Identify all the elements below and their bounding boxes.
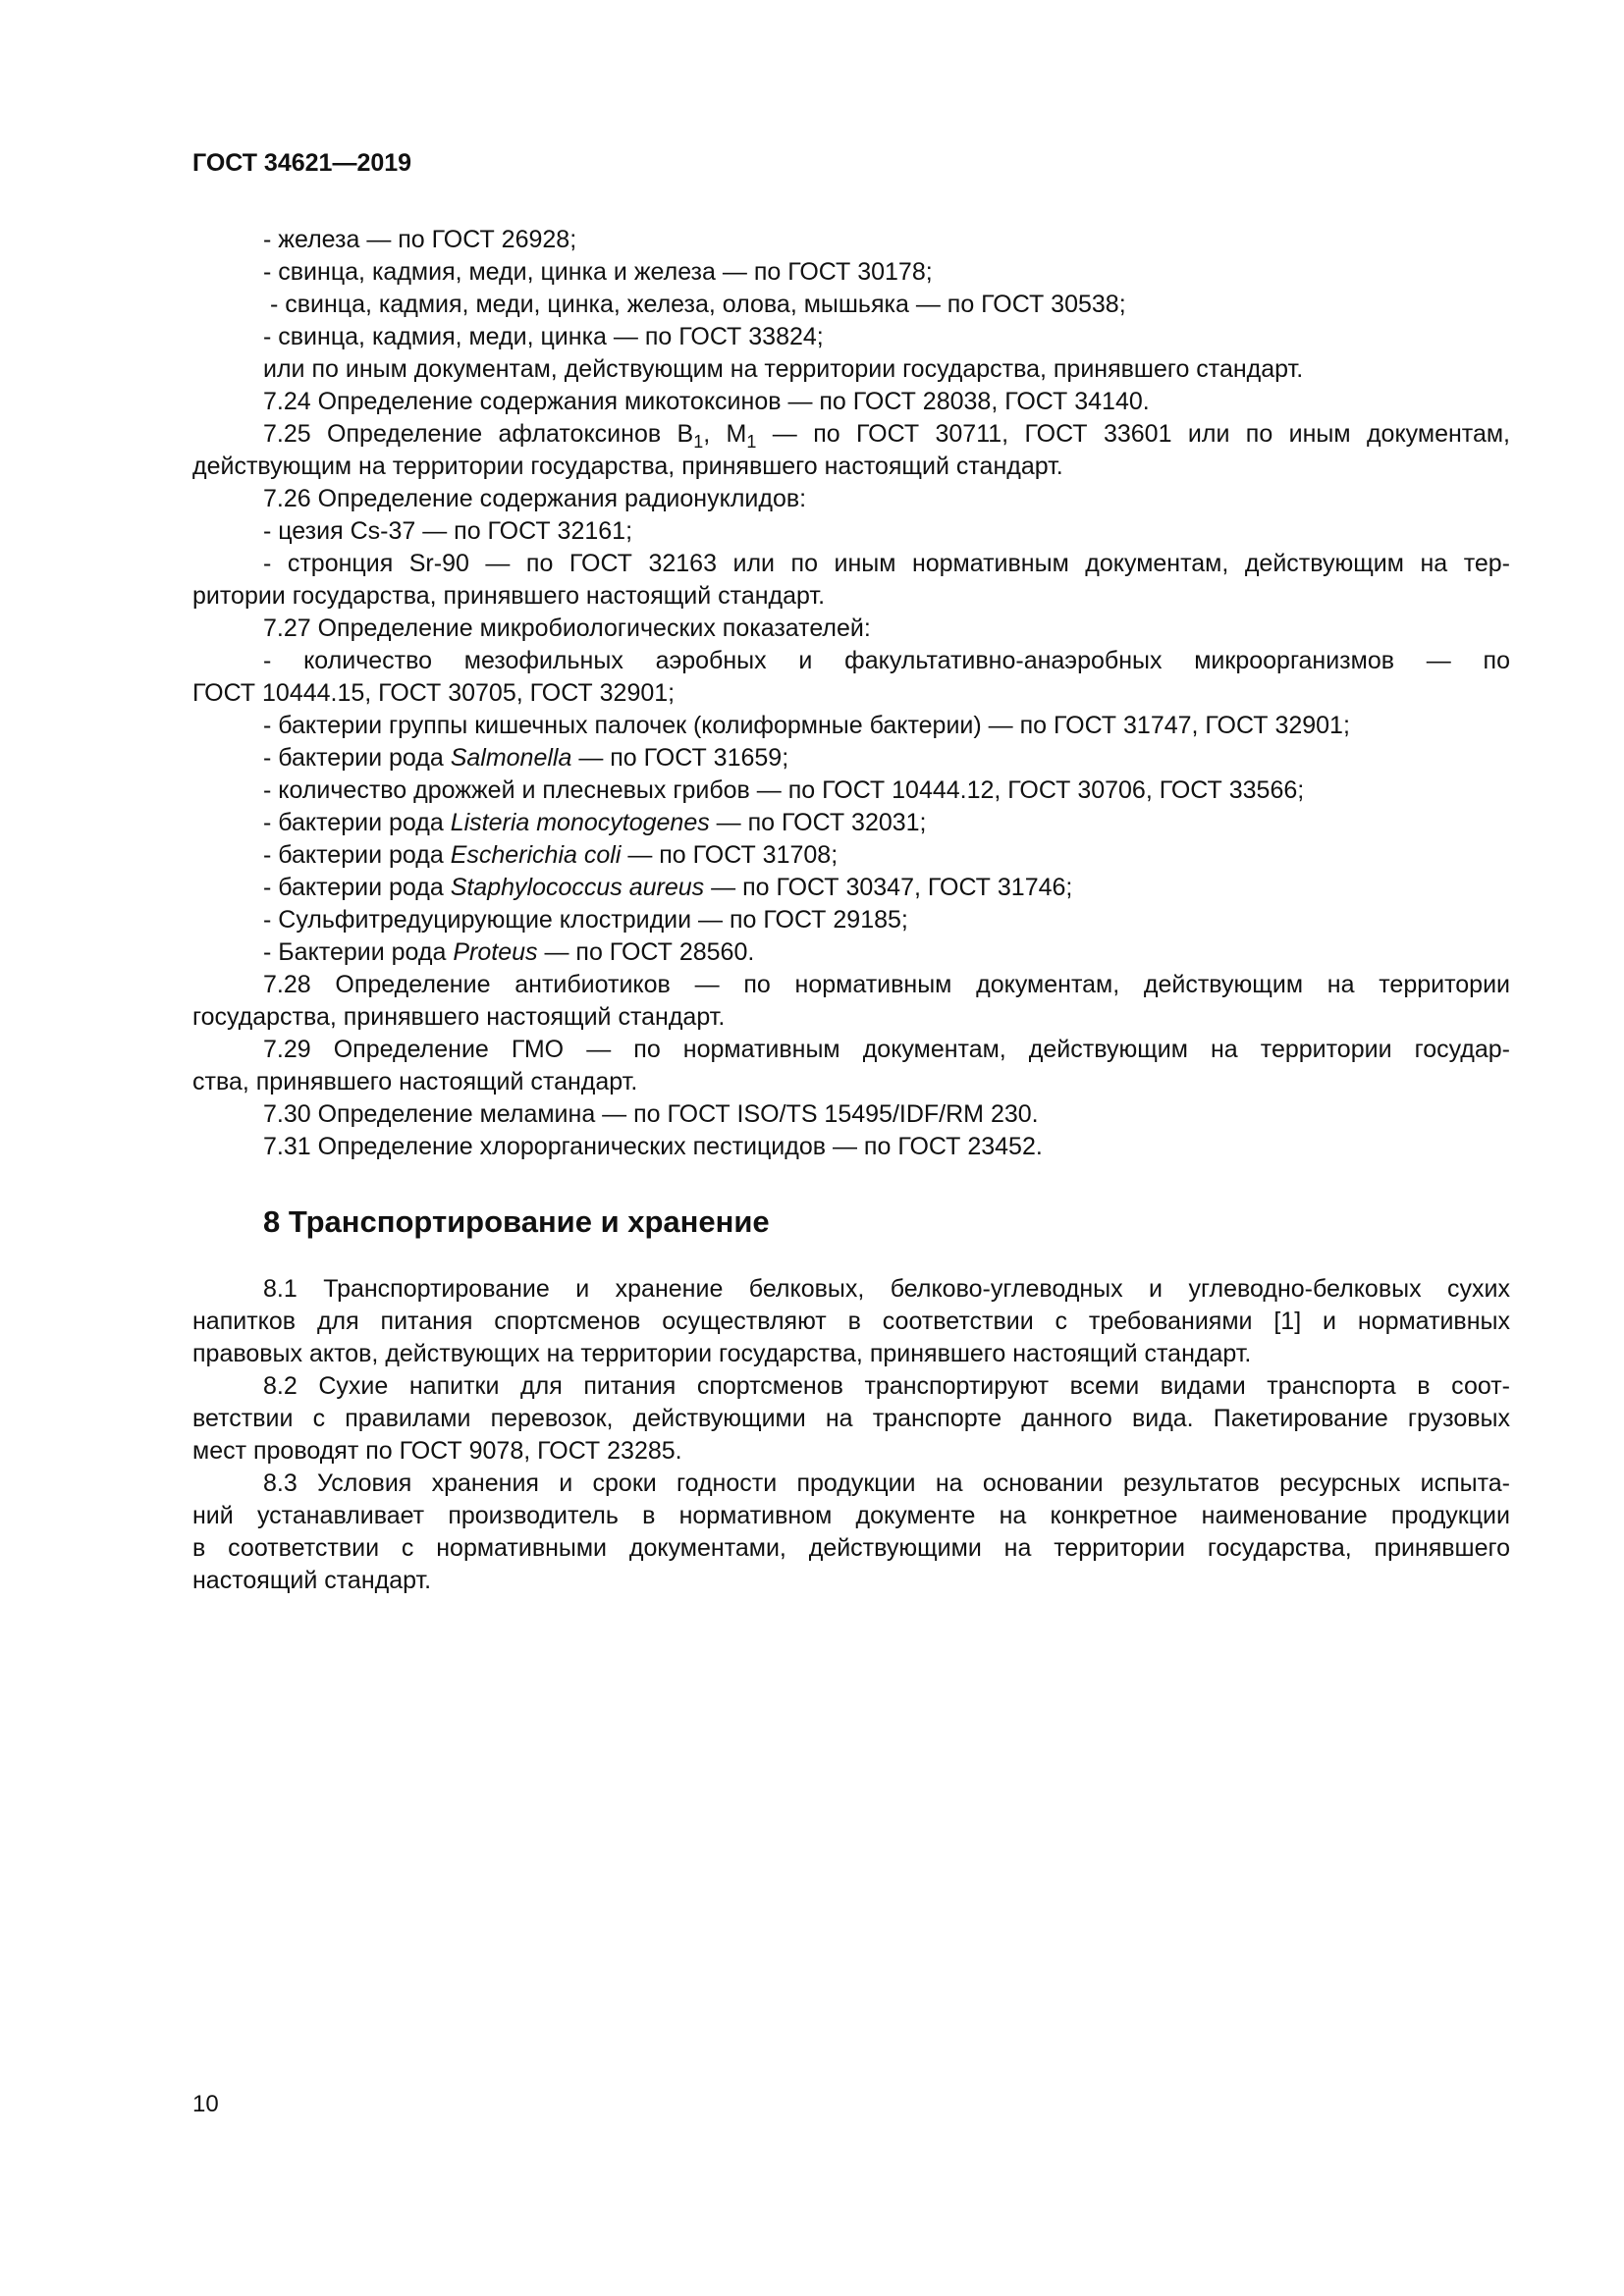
- clause-8-1: 8.1 Транспортирование и хранение белковых, белково-углеводных и углеводно-белковых сухих: [263, 1275, 1510, 1303]
- clause-7-26: 7.26 Определение содержания радионуклидов:: [263, 485, 807, 512]
- clause-7-31: 7.31 Определение хлорорганических пестицидов — по ГОСТ 23452.: [263, 1133, 1043, 1160]
- list-item: - бактерии рода Salmonella — по ГОСТ 31659;: [263, 744, 789, 772]
- list-item: - бактерии рода Escherichia coli — по ГОСТ 31708;: [263, 841, 839, 869]
- list-item: - свинца, кадмия, меди, цинка — по ГОСТ 33824;: [263, 323, 824, 350]
- clause-8-3-line: в соответствии с нормативными документами, действующими на территории государства, принявшего: [192, 1534, 1510, 1562]
- list-item: - бактерии рода Staphylococcus aureus — по ГОСТ 30347, ГОСТ 31746;: [263, 874, 1073, 901]
- clause-7-25: 7.25 Определение афлатоксинов $B_1$, $M_1$ — по ГОСТ 30711, ГОСТ 33601 или по иным документам,: [263, 420, 1510, 452]
- list-item: - стронция Sr-90 — по ГОСТ 32163 или по иным нормативным документам, действующим на тер-: [263, 550, 1510, 577]
- document-header: ГОСТ 34621—2019: [192, 149, 412, 177]
- clause-8-3-line: ний устанавливает производитель в нормативном документе на конкретное наименование продукции: [192, 1502, 1510, 1529]
- list-item-continuation: ритории государства, принявшего настоящий стандарт.: [192, 582, 826, 610]
- list-item: - бактерии группы кишечных палочек (колиформные бактерии) — по ГОСТ 31747, ГОСТ 32901;: [263, 712, 1350, 739]
- list-item: - количество мезофильных аэробных и факультативно-анаэробных микроорганизмов — по: [263, 647, 1510, 674]
- list-item: - Бактерии рода Proteus — по ГОСТ 28560.: [263, 938, 755, 966]
- document-body: [192, 224, 1510, 1597]
- list-item-continuation: ГОСТ 10444.15, ГОСТ 30705, ГОСТ 32901;: [192, 679, 676, 707]
- list-item: - цезия Cs-37 — по ГОСТ 32161;: [263, 517, 633, 545]
- paragraph-line: или по иным документам, действующим на территории государства, принявшего стандарт.: [263, 355, 1304, 383]
- clause-8-3: 8.3 Условия хранения и сроки годности продукции на основании результатов ресурсных испыта-: [263, 1469, 1510, 1497]
- section-heading: 8 Транспортирование и хранение: [263, 1204, 770, 1239]
- list-item: - железа — по ГОСТ 26928;: [263, 226, 577, 253]
- clause-7-27: 7.27 Определение микробиологических показателей:: [263, 614, 871, 642]
- list-item: - свинца, кадмия, меди, цинка, железа, олова, мышьяка — по ГОСТ 30538;: [263, 291, 1126, 318]
- clause-8-2: 8.2 Сухие напитки для питания спортсменов транспортируют всеми видами транспорта в соот-: [263, 1372, 1510, 1400]
- clause-8-1-line: напитков для питания спортсменов осуществляют в соответствии с требованиями [1] и нормативных: [192, 1308, 1510, 1335]
- clause-7-28: 7.28 Определение антибиотиков — по нормативным документам, действующим на территории: [263, 971, 1510, 998]
- clause-8-1-line: правовых актов, действующих на территории государства, принявшего настоящий стандарт.: [192, 1340, 1252, 1367]
- clause-7-29: 7.29 Определение ГМО — по нормативным документам, действующим на территории государ-: [263, 1036, 1510, 1063]
- page-number: 10: [192, 2091, 219, 2117]
- list-item: - бактерии рода Listeria monocytogenes — по ГОСТ 32031;: [263, 809, 927, 836]
- clause-8-2-line: мест проводят по ГОСТ 9078, ГОСТ 23285.: [192, 1437, 682, 1465]
- clause-8-3-line: настоящий стандарт.: [192, 1567, 432, 1594]
- clause-7-25-continuation: действующим на территории государства, принявшего настоящий стандарт.: [192, 453, 1063, 480]
- list-item: - Сульфитредуцирующие клостридии — по ГОСТ 29185;: [263, 906, 908, 934]
- clause-8-2-line: ветствии с правилами перевозок, действующими на транспорте данного вида. Пакетирование грузовых: [192, 1405, 1510, 1432]
- list-item: - свинца, кадмия, меди, цинка и железа — по ГОСТ 30178;: [263, 258, 933, 286]
- clause-7-30: 7.30 Определение меламина — по ГОСТ ISO/TS 15495/IDF/RM 230.: [263, 1100, 1039, 1128]
- clause-7-29-continuation: ства, принявшего настоящий стандарт.: [192, 1068, 638, 1095]
- clause-7-24: 7.24 Определение содержания микотоксинов — по ГОСТ 28038, ГОСТ 34140.: [263, 388, 1150, 415]
- list-item: - количество дрожжей и плесневых грибов — по ГОСТ 10444.12, ГОСТ 30706, ГОСТ 33566;: [263, 776, 1305, 804]
- clause-7-28-continuation: государства, принявшего настоящий стандарт.: [192, 1003, 726, 1031]
